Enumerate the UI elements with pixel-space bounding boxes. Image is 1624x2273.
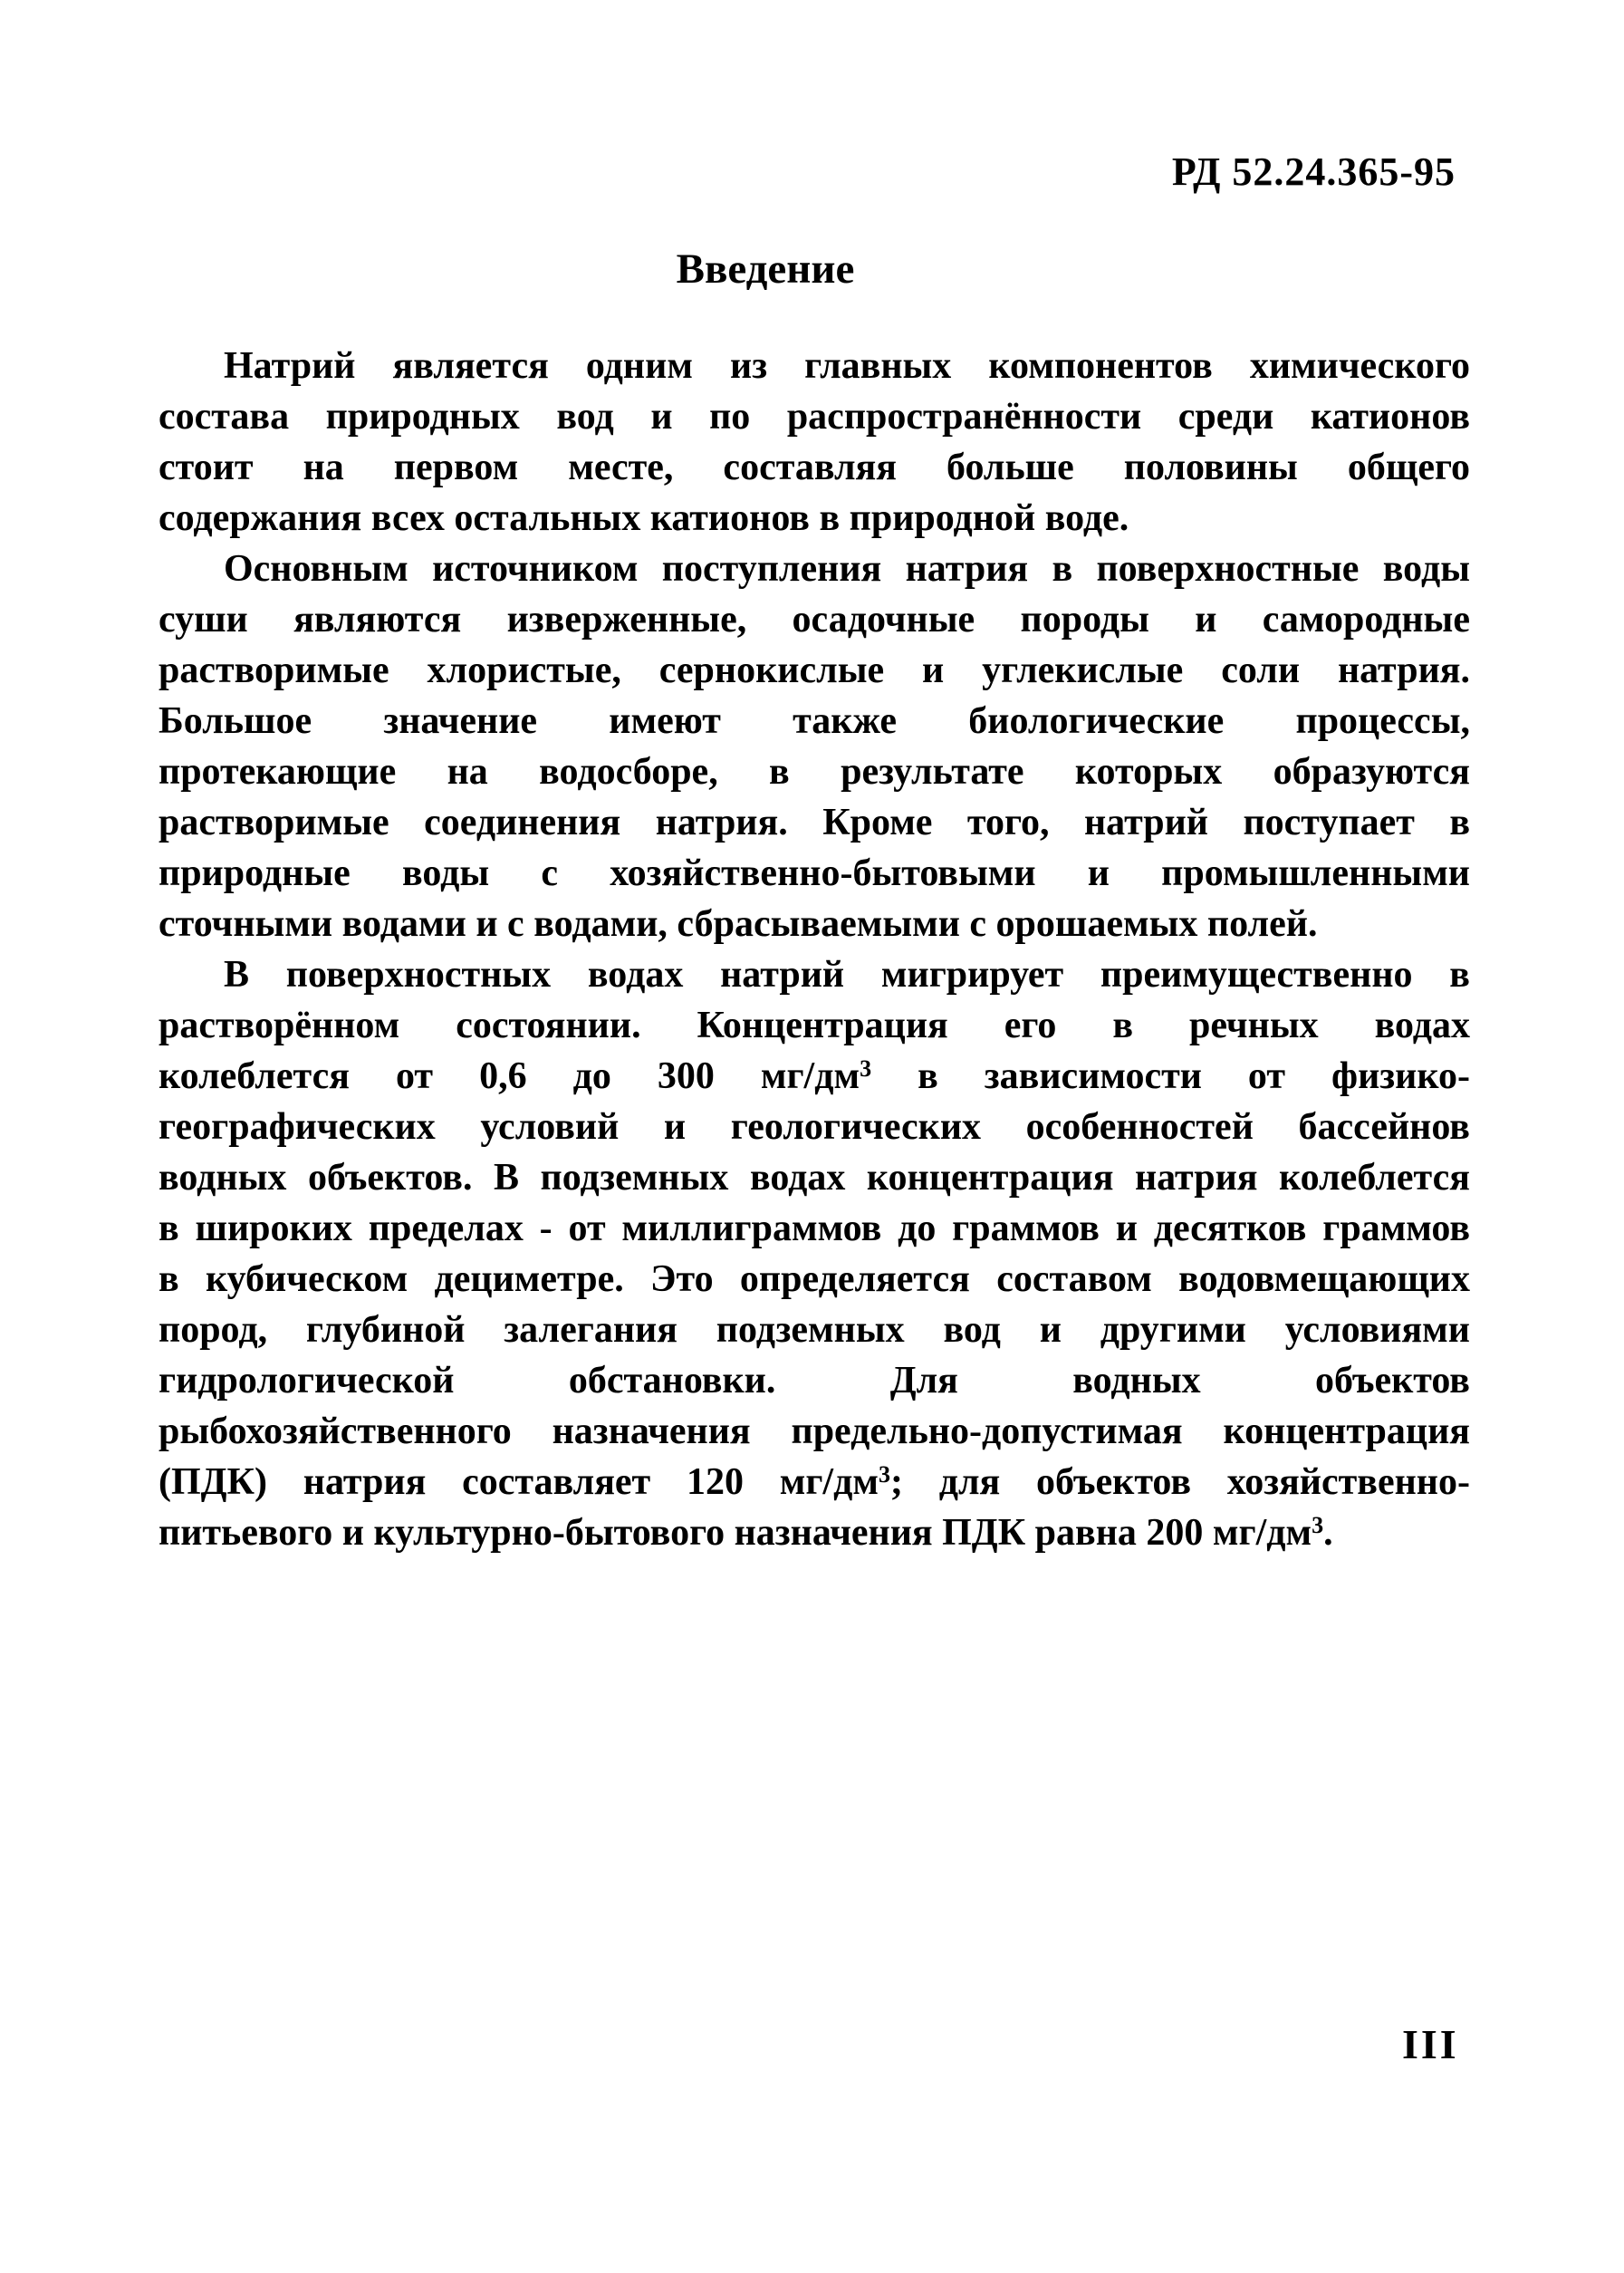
text-line: водных объектов. В подземных водах концентрация натрия колеблется (159, 1157, 1470, 1199)
body-text (159, 341, 1470, 1558)
text-line: колеблется от 0,6 до 300 $мг/дм^3$ в зависимости от физико- (159, 1055, 1470, 1097)
superscript-3: 3 (860, 1055, 872, 1082)
text-line: протекающие на водосборе, в результате которых образуются (159, 751, 1470, 793)
text-line: в кубическом дециметре. Это определяется составом водовмещающих (159, 1258, 1470, 1300)
text-line: В поверхностных водах натрий мигрирует преимущественно в (224, 954, 1470, 996)
text-line: питьевого и культурно-бытового назначения ПДК равна 200 $мг/дм^3$. (159, 1511, 1333, 1554)
superscript-3: 3 (878, 1460, 890, 1488)
text-line: Натрий является одним из главных компонентов химического (224, 345, 1470, 387)
text-line: Основным источником поступления натрия в поверхностные воды (224, 548, 1470, 590)
page-title: Введение (676, 246, 855, 293)
text-line: сточными водами и с водами, сбрасываемыми с орошаемых полей. (159, 903, 1318, 945)
superscript-3: 3 (1312, 1511, 1324, 1538)
text-line: растворённом состоянии. Концентрация его в речных водах (159, 1005, 1470, 1046)
doc-number: РД 52.24.365-95 (1171, 149, 1456, 194)
text-line: Большое значение имеют также биологические процессы, (159, 700, 1470, 742)
text-line: рыбохозяйственного назначения предельно-допустимая концентрация (159, 1411, 1470, 1452)
text-line: суши являются изверженные, осадочные породы и самородные (159, 599, 1470, 640)
text-line: природные воды с хозяйственно-бытовыми и промышленными (159, 852, 1470, 894)
text-line: (ПДК) натрия составляет 120 $мг/дм^3$; для объектов хозяйственно- (159, 1460, 1470, 1503)
text-line: географических условий и геологических особенностей бассейнов (159, 1106, 1470, 1148)
text-line: растворимые хлористые, сернокислые и углекислые соли натрия. (159, 650, 1470, 691)
text-line: в широких пределах - от миллиграммов до граммов и десятков граммов (159, 1208, 1470, 1249)
text-line: стоит на первом месте, составляя больше половины общего (159, 447, 1470, 488)
text-line: состава природных вод и по распространённости среди катионов (159, 396, 1470, 438)
text-line: пород, глубиной залегания подземных вод и другими условиями (159, 1309, 1470, 1351)
text-line: гидрологической обстановки. Для водных объектов (159, 1360, 1470, 1401)
text-line: растворимые соединения натрия. Кроме того, натрий поступает в (159, 802, 1470, 843)
page-number: III (1402, 2021, 1459, 2067)
text-line: содержания всех остальных катионов в природной воде. (159, 497, 1129, 539)
